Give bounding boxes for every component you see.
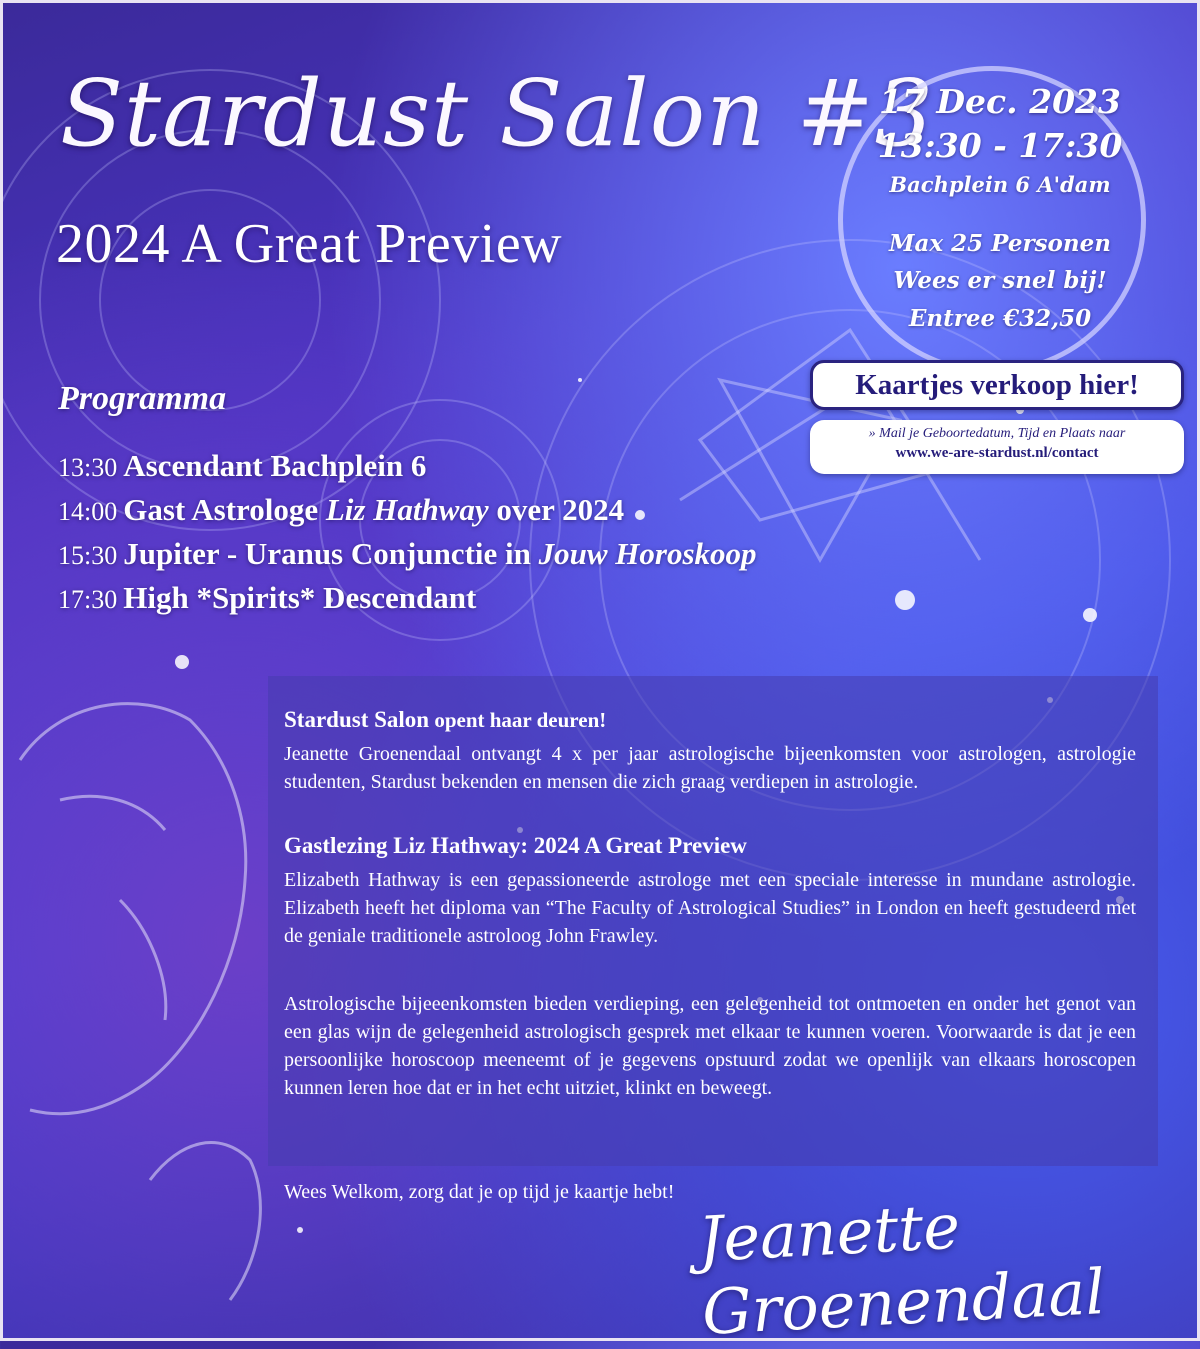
section1-title-rest: opent haar deuren! [429, 708, 607, 732]
section1-text: Jeanette Groenendaal ontvangt 4 x per jaar astrologische bijeenkomsten voor astrologen, astrologie studenten, Stardust bekenden en mensen die zich graag verdiepen in astrologie. [284, 743, 1136, 793]
mail-instruction-box[interactable] [810, 420, 1184, 474]
program-text: Gast Astrologe [123, 492, 326, 527]
section2-text: Elizabeth Hathway is een gepassioneerde astrologe met een speciale interesse in mundane astrologie. Elizabeth heeft het diploma van “The Faculty of Astrological Studies” in London en heeft gestudeerd met de geniale traditionele astroloog John Frawley. [284, 869, 1136, 947]
max-persons: Max 25 Personen [889, 230, 1111, 257]
hurry-note: Wees er snel bij! [893, 267, 1107, 294]
event-title: Stardust Salon #3 [60, 60, 935, 167]
program-item [58, 492, 757, 536]
program-text: High *Spirits* Descendant [123, 580, 477, 615]
section2-title: Gastlezing Liz Hathway: 2024 A Great Preview [284, 833, 747, 858]
section1-title-main: Stardust Salon [284, 707, 430, 732]
section1-title [284, 706, 1136, 734]
event-subtitle: 2024 A Great Preview [56, 213, 563, 275]
program-list [58, 448, 757, 624]
program-item [58, 448, 757, 492]
program-heading: Programma [58, 380, 227, 417]
signature: Jeanette Groenendaal [696, 1189, 1107, 1349]
program-time: 17:30 [58, 585, 118, 614]
program-text: Jupiter - Uranus Conjunctie in [123, 536, 539, 571]
section3-text: Astrologische bijeeenkomsten bieden verdieping, een gelegenheid tot ontmoeten en onder het genot van een glas wijn de gelegenheid astrologisch gesprek met elkaar te kunnen voeren. Voorwaarde is dat je een persoonlijke horoscoop meeneemt of je gegevens opstuurd zodat we openlijk van elkaars horoscopen kunnen leren hoe dat er in het echt uitziet, klinkt en beweegt. [284, 993, 1136, 1099]
program-text-after: over 2024 [488, 492, 625, 527]
event-location: Bachplein 6 A'dam [889, 172, 1111, 197]
program-time: 14:00 [58, 497, 118, 526]
tickets-button[interactable]: Kaartjes verkoop hier! [810, 360, 1184, 410]
event-date: 17 Dec. 2023 [879, 82, 1121, 121]
program-time: 15:30 [58, 541, 118, 570]
mail-url-link[interactable]: www.we-are-stardust.nl/contact [895, 445, 1099, 461]
closing-text: Wees Welkom, zorg dat je op tijd je kaartje hebt! [284, 1181, 675, 1203]
program-text-emphasis: Jouw Horoskoop [538, 536, 757, 571]
program-time: 13:30 [58, 453, 118, 482]
program-item [58, 536, 757, 580]
event-time: 13:30 - 17:30 [877, 126, 1123, 165]
program-text-emphasis: Liz Hathway [325, 492, 489, 527]
entry-price: Entree €32,50 [908, 305, 1092, 332]
program-item [58, 580, 757, 624]
mail-instruction: » Mail je Geboortedatum, Tijd en Plaats naar [868, 426, 1126, 441]
program-text: Ascendant Bachplein 6 [123, 448, 427, 483]
